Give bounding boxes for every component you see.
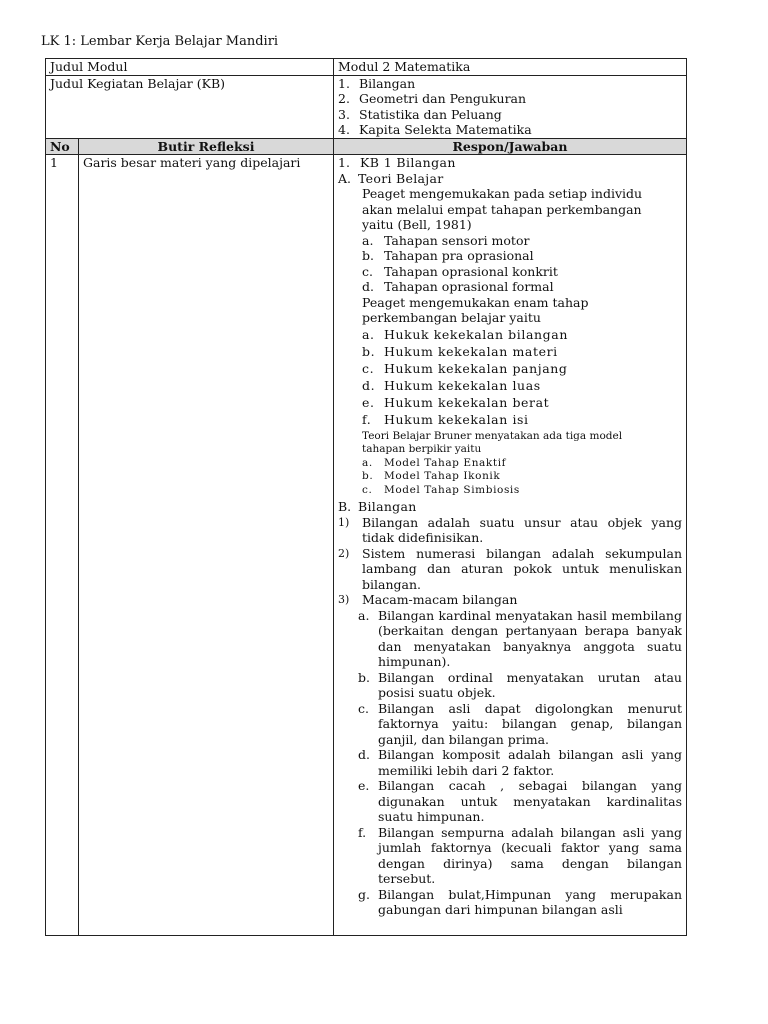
peaget-paragraph-1: Peaget mengemukakan pada setiap individu akan melalui empat tahapan perkembangan yaitu (Bell, 1981): [362, 186, 643, 232]
kegiatan-item: 2. Geometri dan Pengukuran: [338, 91, 527, 106]
col-header-butir: Butir Refleksi: [79, 138, 334, 155]
row-1-butir: Garis besar materi yang dipelajari: [79, 155, 334, 936]
section-a-heading: A. Teori Belajar: [338, 170, 444, 186]
list-item: a. Model Tahap Enaktif: [362, 456, 507, 469]
list-item: d. Hukum kekekalan luas: [362, 377, 541, 393]
list-item: b. Tahapan pra oprasional: [362, 248, 534, 263]
kegiatan-label: Judul Kegiatan Belajar (KB): [46, 75, 334, 138]
bruner-paragraph: Teori Belajar Bruner menyatakan ada tiga model tahapan berpikir yaitu: [362, 429, 623, 455]
model-list: [338, 457, 682, 498]
list-item: d. Bilangan komposit adalah bilangan asli yang memiliki lebih dari 2 faktor.: [358, 747, 682, 778]
row-1-respon: [334, 155, 687, 936]
list-item: 1) Bilangan adalah suatu unsur atau objek yang tidak didefinisikan.: [338, 514, 682, 545]
tahapan-list: [338, 233, 682, 295]
col-header-respon: Respon/Jawaban: [334, 138, 687, 155]
row-kegiatan-belajar: [46, 75, 687, 138]
bilangan-list: [338, 515, 682, 608]
list-item: c. Tahapan oprasional konkrit: [362, 263, 558, 279]
kegiatan-list-cell: [334, 75, 687, 138]
list-item: a. Tahapan sensori motor: [362, 232, 530, 248]
list-item: d. Tahapan oprasional formal: [362, 279, 554, 294]
list-item: e. Bilangan cacah , sebagai bilangan yang digunakan untuk menyatakan kardinalitas suatu himpunan.: [358, 778, 682, 824]
list-item: a. Hukuk kekekalan bilangan: [362, 326, 568, 342]
kegiatan-item: 3. Statistika dan Peluang: [338, 106, 502, 122]
reflection-table: [45, 58, 687, 936]
list-item: g. Bilangan bulat,Himpunan yang merupakan gabungan dari himpunan bilangan asli: [358, 886, 682, 917]
list-item: e. Hukum kekekalan berat: [362, 394, 550, 410]
macam-bilangan-list: [338, 608, 682, 918]
kb-heading: 1. KB 1 Bilangan: [338, 155, 456, 170]
row-1: [46, 155, 687, 936]
list-item: c. Hukum kekekalan panjang: [362, 360, 568, 376]
section-b-heading: B. Bilangan: [338, 499, 417, 514]
list-item: 2) Sistem numerasi bilangan adalah sekumpulan lambang dan aturan pokok untuk menuliskan bilangan.: [338, 545, 682, 592]
row-judul-modul: [46, 59, 687, 76]
list-item: b. Model Tahap Ikonik: [362, 470, 501, 482]
col-header-no: No: [46, 138, 79, 155]
document-title: LK 1: Lembar Kerja Belajar Mandiri: [41, 34, 279, 49]
kegiatan-list: [338, 76, 682, 138]
list-item: f. Hukum kekekalan isi: [362, 411, 529, 427]
hukum-list: [338, 326, 682, 428]
list-item: b. Hukum kekekalan materi: [362, 343, 558, 359]
row-1-no: 1: [46, 155, 79, 936]
list-item: f. Bilangan sempurna adalah bilangan asli yang jumlah faktornya (kecuali faktor yang sama dengan dirinya) sama dengan bilangan tersebut.: [358, 824, 682, 886]
judul-modul-label: Judul Modul: [46, 59, 334, 76]
kegiatan-item: 1. Bilangan: [338, 75, 416, 91]
list-item: b. Bilangan ordinal menyatakan urutan atau posisi suatu objek.: [358, 669, 682, 700]
peaget-paragraph-2: Peaget mengemukakan enam tahap perkembangan belajar yaitu: [362, 294, 589, 325]
column-header-row: [46, 138, 687, 155]
list-item: c. Model Tahap Simbiosis: [362, 483, 520, 496]
list-item: 3) Macam-macam bilangan: [338, 592, 518, 607]
list-item: a. Bilangan kardinal menyatakan hasil membilang (berkaitan dengan pertanyaan berapa banyak dan menyatakan banyaknya anggota suatu himpunan).: [358, 607, 682, 669]
judul-modul-value: Modul 2 Matematika: [334, 59, 687, 76]
list-item: c. Bilangan asli dapat digolongkan menurut faktornya yaitu: bilangan genap, bilangan ganjil, dan bilangan prima.: [358, 700, 682, 747]
kegiatan-item: 4. Kapita Selekta Matematika: [338, 122, 532, 137]
